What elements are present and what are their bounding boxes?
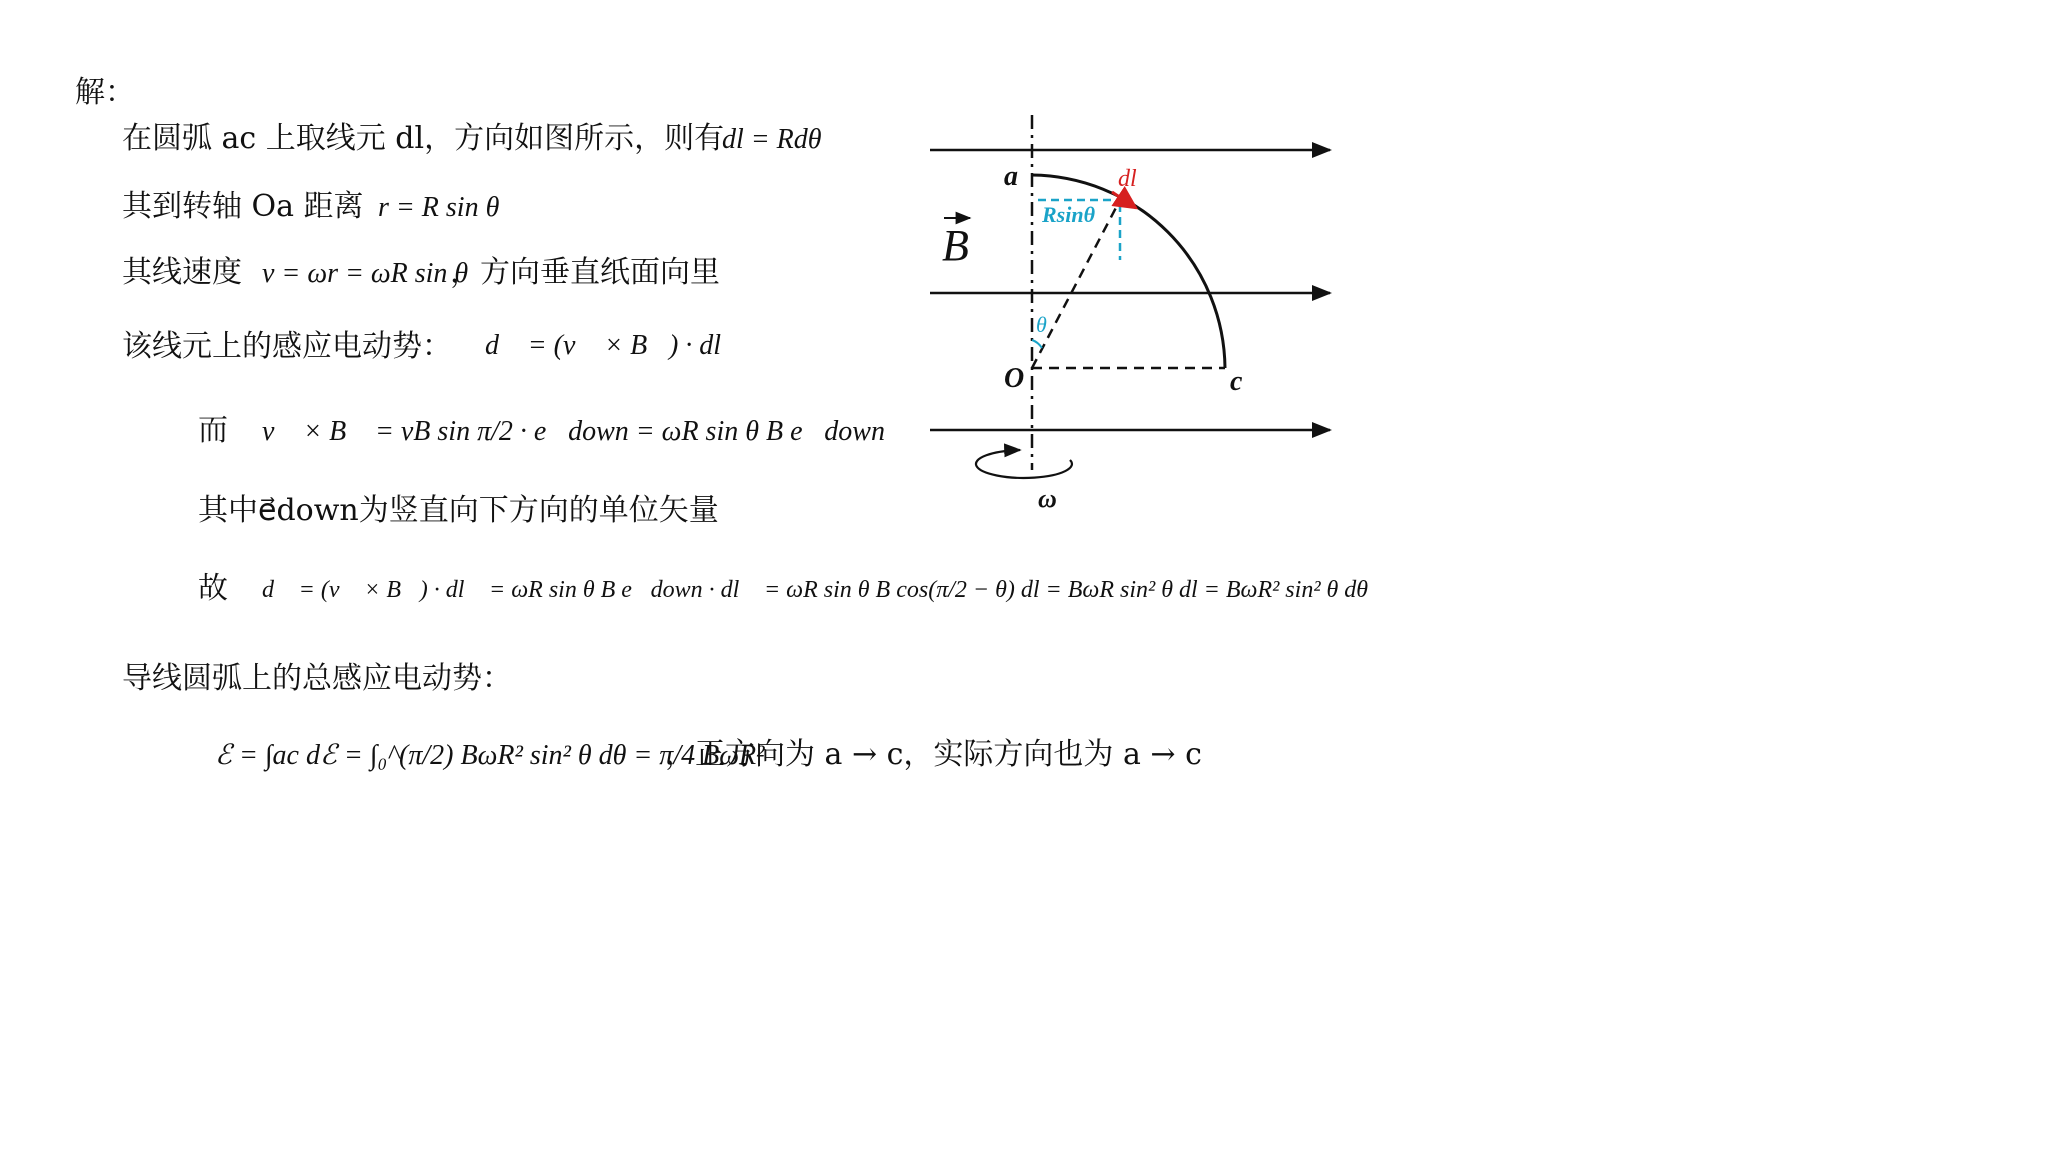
dl-arrow [1112, 192, 1136, 208]
step3-tail: ，方向垂直纸面向里 [450, 255, 720, 290]
label-theta: θ [1036, 312, 1047, 337]
step8-text: 导线圆弧上的总感应电动势： [122, 661, 512, 696]
step4-equation: dℰ = (v⃗ × B⃗) · dl⃗ [485, 330, 743, 361]
step6-text: 其中e⃗down为竖直向下方向的单位矢量 [198, 493, 719, 528]
physics-diagram [920, 100, 1340, 520]
step9-tail: ，正方向为 a → c，实际方向也为 a → c [665, 737, 1202, 772]
label-omega: ω [1038, 484, 1057, 513]
solution-heading: 解： [75, 75, 135, 110]
step1-equation: dl = Rdθ [722, 124, 822, 155]
label-rsin-theta: Rsinθ [1042, 202, 1096, 227]
step5-prefix: 而 [198, 413, 228, 448]
step2-equation: r = R sin θ [378, 192, 500, 223]
label-o: O [1004, 363, 1025, 394]
step9-equation: ℰ = ∫ac dℰ = ∫₀^(π/2) BωR² sin² θ dθ = π/4 BωR² [215, 740, 765, 771]
step3-equation: v = ωr = ωR sin θ [262, 258, 469, 289]
label-dl: dl [1118, 166, 1137, 192]
step7-prefix: 故 [198, 571, 228, 606]
label-a: a [1004, 161, 1018, 192]
step3-text: 其线速度 [122, 255, 242, 290]
theta-arc [1032, 340, 1042, 348]
step4-text: 该线元上的感应电动势： [122, 329, 452, 364]
omega-rotation-arrow [976, 450, 1072, 478]
label-b: B [942, 221, 969, 270]
step2-text: 其到转轴 Oa 距离 [122, 189, 364, 224]
step7-equation: dℰ = (v⃗ × B⃗) · dl⃗ = ωR sin θ B e⃗down · dl⃗ = ωR sin θ B cos(π/2 − θ) dl = BωR sin² θ dl = BωR² sin² θ dθ [262, 577, 1369, 603]
step1-text: 在圆弧 ac 上取线元 dl，方向如图所示，则有 [122, 121, 725, 156]
label-c: c [1230, 366, 1243, 397]
step5-equation: v⃗ × B⃗ = vB sin π/2 · e⃗down = ωR sin θ B e⃗down [262, 416, 885, 447]
